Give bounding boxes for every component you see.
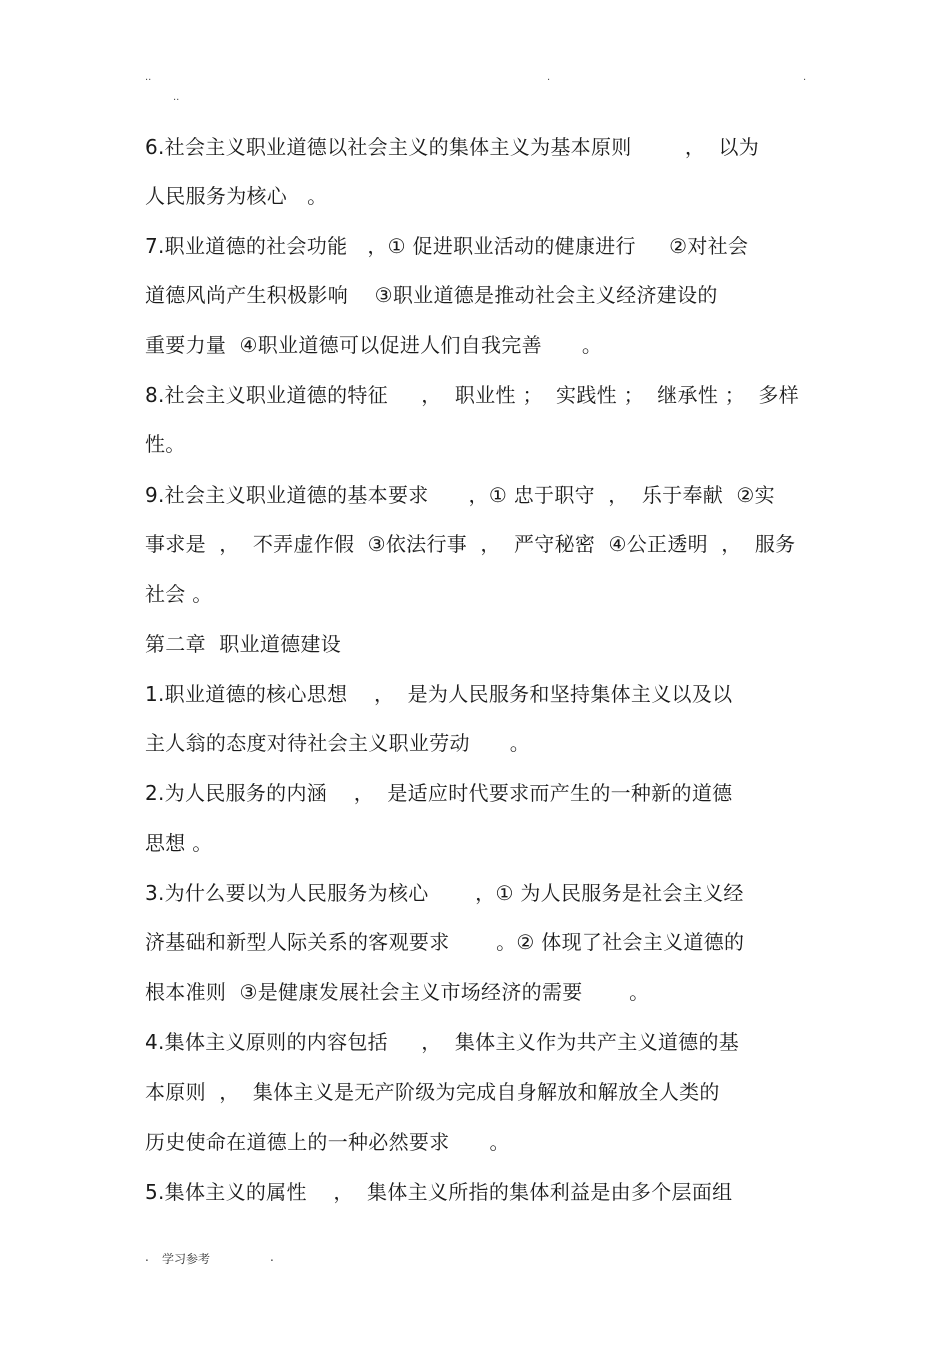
text-line: 性。 — [145, 432, 186, 456]
header-mark-mid: . — [547, 72, 551, 83]
text-line: 济基础和新型人际关系的客观要求 。② 体现了社会主义道德的 — [145, 930, 745, 954]
text-line: 根本准则 ③是健康发展社会主义市场经济的需要 。 — [145, 980, 650, 1004]
text-line: 1.职业道德的核心思想 ， 是为人民服务和坚持集体主义以及以 — [145, 682, 733, 706]
text-line: 8.社会主义职业道德的特征 ， 职业性 ； 实践性 ； 继承性 ； 多样 — [145, 383, 799, 407]
text-line: 6.社会主义职业道德以社会主义的集体主义为基本原则 ， 以为 — [145, 135, 760, 159]
footer-label: 学习参考 — [162, 1252, 211, 1266]
text-line: 5.集体主义的属性 ， 集体主义所指的集体利益是由多个层面组 — [145, 1180, 733, 1204]
footer-dot-left: . — [145, 1250, 149, 1264]
text-line: 2.为人民服务的内涵 ， 是适应时代要求而产生的一种新的道德 — [145, 781, 733, 805]
text-line: 历史使命在道德上的一种必然要求 。 — [145, 1130, 510, 1154]
chapter-heading: 第二章 职业道德建设 — [145, 632, 342, 656]
text-line: 人民服务为核心 。 — [145, 184, 328, 208]
text-line: 思想 。 — [145, 831, 213, 855]
text-line: 事求是 ， 不弄虚作假 ③依法行事 ， 严守秘密 ④公正透明 ， 服务 — [145, 532, 796, 556]
footer-dot-right: . — [270, 1250, 274, 1264]
header-mark-left-top: .. — [145, 72, 152, 83]
text-line: 3.为什么要以为人民服务为核心 ，① 为人民服务是社会主义经 — [145, 881, 744, 905]
text-line: 主人翁的态度对待社会主义职业劳动 。 — [145, 731, 531, 755]
text-line: 4.集体主义原则的内容包括 ， 集体主义作为共产主义道德的基 — [145, 1030, 740, 1054]
text-line: 社会 。 — [145, 582, 213, 606]
header-mark-right: . — [803, 72, 807, 83]
text-line: 道德风尚产生积极影响 ③职业道德是推动社会主义经济建设的 — [145, 283, 718, 307]
header-mark-left-bottom: .. — [173, 92, 180, 103]
text-line: 9.社会主义职业道德的基本要求 ，① 忠于职守 ， 乐于奉献 ②实 — [145, 483, 775, 507]
text-line: 重要力量 ④职业道德可以促进人们自我完善 。 — [145, 333, 603, 357]
text-line: 7.职业道德的社会功能 ，① 促进职业活动的健康进行 ②对社会 — [145, 234, 749, 258]
text-line: 本原则 ， 集体主义是无产阶级为完成自身解放和解放全人类的 — [145, 1080, 720, 1104]
